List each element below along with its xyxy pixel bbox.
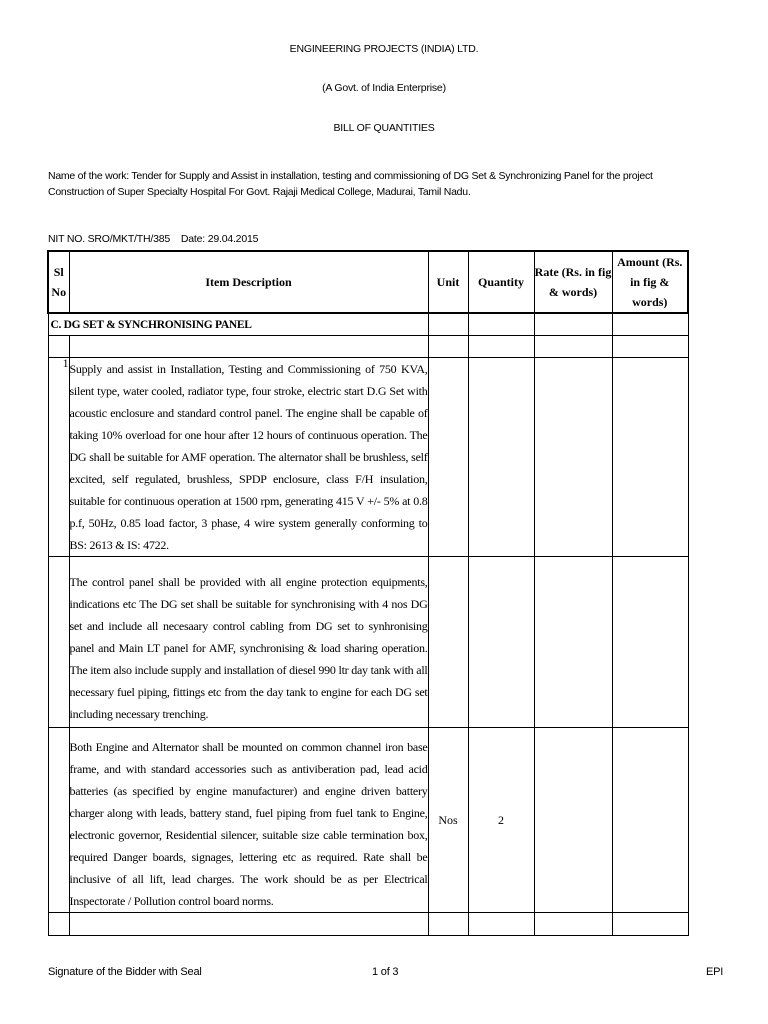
table-cell [468,336,534,358]
footer-signature: Signature of the Bidder with Seal [48,966,202,978]
item-slno [48,557,69,728]
item-slno: 1 [48,358,69,557]
item-rate [534,728,612,913]
footer-org: EPI [706,966,724,978]
section-row [48,313,688,336]
section-label: C. DG SET & SYNCHRONISING PANEL [48,313,428,336]
table-cell [468,913,534,936]
footer-page-number: 1 of 3 [372,966,399,978]
item-description: Supply and assist in Installation, Testing and Commissioning of 750 KVA, silent type, water cooled, radiator type, four stroke, electric start D.G Set with acoustic enclosure and standard control panel. The engine shall be capable of taking 10% overload for one hour after 12 hours of continuous operation. The DG shall be suitable for AMF operation. The alternator shall be brushless, self excited, self regulated, brushless, SPDP enclosure, class F/H insulation, suitable for continuous operation at 1500 rpm, generating 415 V +/- 5% at 0.8 p.f, 50Hz, 0.85 load factor, 3 phase, 4 wire system generally conforming to BS: 2613 & IS: 4722. [69,358,428,557]
table-cell [468,313,534,336]
item-rate [534,358,612,557]
blank-row [48,913,688,936]
item-description: Both Engine and Alternator shall be mounted on common channel iron base frame, and with standard accessories such as antiviberation pad, lead acid batteries (as specified by engine manufacturer) and engine driven battery charger along with leads, battery stand, fuel piping from fuel tank to Engine, electronic governor, Residential silencer, suitable size cable termination box, required Danger boards, signages, lettering etc as required. Rate shall be inclusive of all lift, lead charges. The work should be as per Electrical Inspectorate / Pollution control board norms. [69,728,428,913]
item-unit: Nos [428,728,468,913]
col-header-rate: Rate (Rs. in fig & words) [534,251,612,313]
table-cell [48,913,69,936]
company-name: ENGINEERING PROJECTS (INDIA) LTD. [289,43,479,55]
table-cell [612,313,688,336]
table-cell [428,336,468,358]
item-amount [612,557,688,728]
col-header-amount: Amount (Rs. in fig & words) [612,251,688,313]
table-cell [612,336,688,358]
table-row [48,358,688,557]
table-cell [69,336,428,358]
document-title: BILL OF QUANTITIES [333,122,435,134]
boq-table [47,250,689,936]
item-amount [612,358,688,557]
col-header-item: Item Description [69,251,428,313]
col-header-quantity: Quantity [468,251,534,313]
table-row [48,557,688,728]
table-header-row [48,251,688,313]
table-row [48,728,688,913]
table-cell [48,336,69,358]
item-unit [428,358,468,557]
item-rate [534,557,612,728]
table-cell [69,913,428,936]
table-cell [428,313,468,336]
blank-row [48,336,688,358]
item-amount [612,728,688,913]
work-description: Name of the work: Tender for Supply and Assist in installation, testing and commissioning of DG Set & Synchronizing Panel for the project Construction of Super Specialty Hospital For Govt. Rajaji Medical College, Madurai, Tamil Nadu. [48,170,653,198]
item-quantity [468,557,534,728]
table-cell [612,913,688,936]
item-quantity [468,358,534,557]
company-subtitle: (A Govt. of India Enterprise) [322,82,446,94]
table-cell [428,913,468,936]
item-quantity: 2 [468,728,534,913]
col-header-slno: Sl No [48,251,69,313]
item-unit [428,557,468,728]
table-cell [534,913,612,936]
table-cell [534,336,612,358]
table-cell [534,313,612,336]
item-slno [48,728,69,913]
nit-number: NIT NO. SRO/MKT/TH/385 Date: 29.04.2015 [48,233,259,245]
col-header-unit: Unit [428,251,468,313]
item-description: The control panel shall be provided with all engine protection equipments, indications etc The DG set shall be suitable for synchronising with 4 nos DG set and include all necesaary control cabling from DG set to synhronising panel and Main LT panel for AMF, synchronising & load sharing operation. The item also include supply and installation of diesel 990 ltr day tank with all necessary fuel piping, fittings etc from the day tank to engine for each DG set including necessary trenching. [69,557,428,728]
